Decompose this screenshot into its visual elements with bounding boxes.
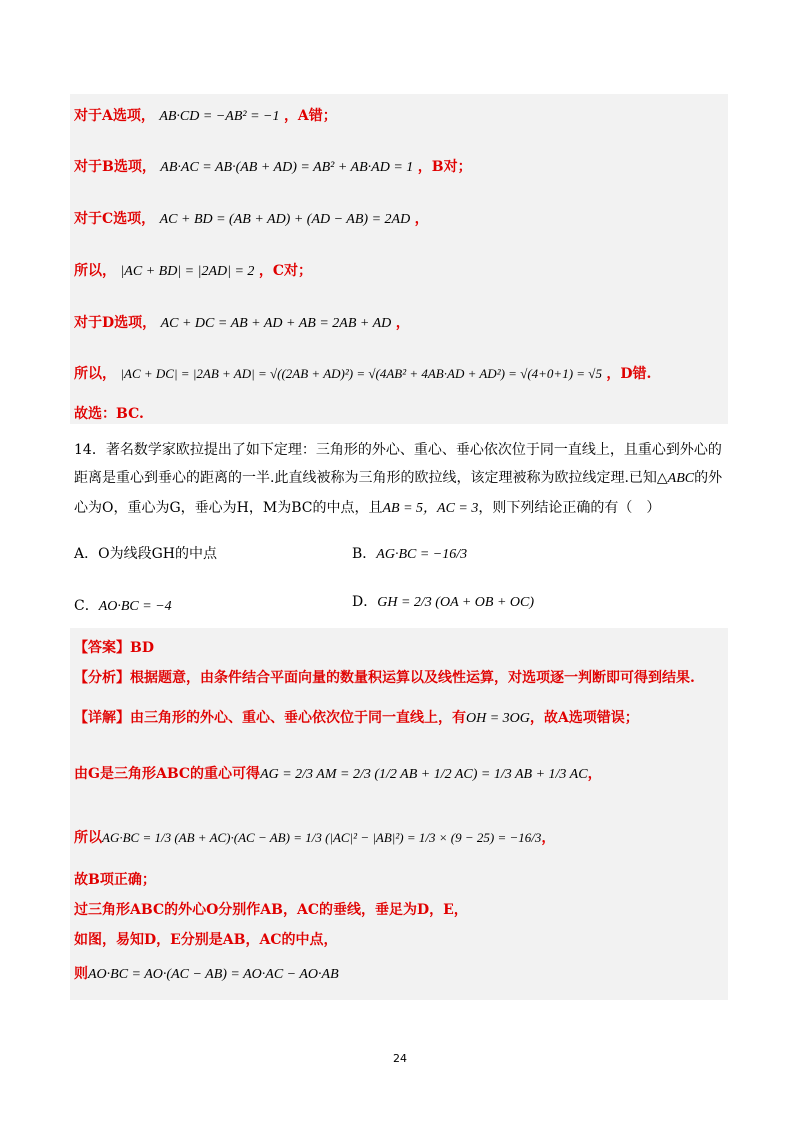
option-label: B．	[352, 546, 377, 562]
option-math: AO·BC = −4	[98, 599, 172, 614]
detail-line-4: 故B项正确；	[74, 872, 156, 888]
question-text: 心为O，重心为G，垂心为H，M为BC的中点，且	[74, 500, 383, 516]
question-text: 的外	[694, 470, 723, 486]
detail-line-5: 过三角形ABC的外心O分别作AB，AC的垂线，垂足为D，E，	[74, 902, 468, 918]
solution-line-d	[74, 313, 410, 334]
detail-line-3	[74, 828, 555, 848]
option-math: GH = 2/3 (OA + OB + OC)	[377, 595, 535, 610]
option-c	[74, 596, 172, 617]
question-text: 著名数学家欧拉提出了如下定理：三角形的外心、重心、垂心依次位于同一直线上，且重心到外心的	[105, 442, 722, 458]
tail: ，B对；	[417, 159, 472, 175]
detail-math: OH = 3OG	[466, 711, 530, 726]
given-math: AB = 5，AC = 3	[382, 501, 479, 516]
math-expression: |AC + BD| = |2AD| = 2	[120, 264, 255, 279]
math-expression: AC + DC = AB + AD + AB = 2AB + AD	[160, 316, 392, 331]
tail: ，	[414, 211, 429, 227]
solution-line-c2	[74, 261, 312, 282]
analysis-line: 【分析】根据题意，由条件结合平面向量的数量积运算以及线性运算，对选项逐一判断即可得到结果.	[74, 670, 695, 686]
option-text: O为线段GH的中点	[98, 546, 217, 562]
tail: ，D错.	[606, 366, 652, 382]
triangle-math: △ABC	[656, 471, 695, 486]
option-b	[352, 544, 467, 565]
label: 对于A选项，	[74, 108, 155, 124]
solution-line-c	[74, 209, 429, 230]
detail-text: ，	[541, 830, 556, 846]
detail-math: AG·BC = 1/3 (AB + AC)·(AC − AB) = 1/3 (|AC|² − |AB|²) = 1/3 × (9 − 25) = −16/3	[102, 830, 542, 845]
label: 对于C选项，	[74, 211, 156, 227]
option-a	[74, 544, 217, 564]
detail-line-6: 如图，易知D，E分别是AB，AC的中点，	[74, 932, 338, 948]
option-label: A．	[74, 546, 99, 562]
solution-conclusion	[74, 404, 144, 424]
detail-text: 【详解】由三角形的外心、重心、垂心依次位于同一直线上，有	[74, 710, 466, 726]
math-expression: AC + BD = (AB + AD) + (AD − AB) = 2AD	[159, 212, 411, 227]
detail-text: ，故A选项错误；	[529, 710, 639, 726]
tail: ，A错；	[283, 108, 337, 124]
detail-math: AO·BC = AO·(AC − AB) = AO·AC − AO·AB	[88, 967, 339, 982]
question-number: 14．	[74, 442, 106, 458]
option-label: C．	[74, 598, 99, 614]
question-text: 距离是重心到垂心的距离的一半.此直线被称为三角形的欧拉线，该定理被称为欧拉线定理.已知	[74, 470, 657, 486]
math-expression: AB·AC = AB·(AB + AD) = AB² + AB·AD = 1	[160, 160, 414, 175]
math-expression: |AC + DC| = |2AB + AD| = √((2AB + AD)²) = √(4AB² + 4AB·AD + AD²) = √(4+0+1) = √5	[120, 366, 602, 381]
math-expression: AB·CD = −AB² = −1	[159, 109, 280, 124]
detail-math: AG = 2/3 AM = 2/3 (1/2 AB + 1/2 AC) = 1/3 AB + 1/3 AC	[260, 767, 588, 782]
detail-line-2	[74, 764, 602, 785]
detail-text: 由G是三角形ABC的重心可得	[74, 766, 261, 782]
label: 所以，	[74, 366, 116, 382]
page-number: 24	[393, 1052, 407, 1065]
question-line-1	[74, 440, 722, 460]
label: 对于D选项，	[74, 315, 157, 331]
solution-line-a	[74, 106, 337, 127]
option-math: AG·BC = −16/3	[376, 547, 468, 562]
label: 对于B选项，	[74, 159, 156, 175]
detail-text: 则	[74, 966, 88, 982]
detail-text: 所以	[74, 830, 102, 846]
option-label: D．	[352, 594, 378, 610]
question-line-2	[74, 468, 722, 489]
question-text: ，则下列结论正确的有（ ）	[478, 500, 661, 516]
answer-line: 【答案】BD	[74, 640, 154, 656]
option-d	[352, 592, 534, 613]
solution-line-b	[74, 157, 472, 178]
label: 所以，	[74, 263, 116, 279]
detail-line-1	[74, 708, 639, 729]
solution-line-d2	[74, 364, 651, 384]
detail-text: ，	[587, 766, 602, 782]
tail: ，	[395, 315, 410, 331]
question-line-3	[74, 498, 660, 519]
tail: ，C对；	[258, 263, 313, 279]
detail-line-7	[74, 964, 339, 985]
label: 故选：BC.	[74, 406, 144, 422]
